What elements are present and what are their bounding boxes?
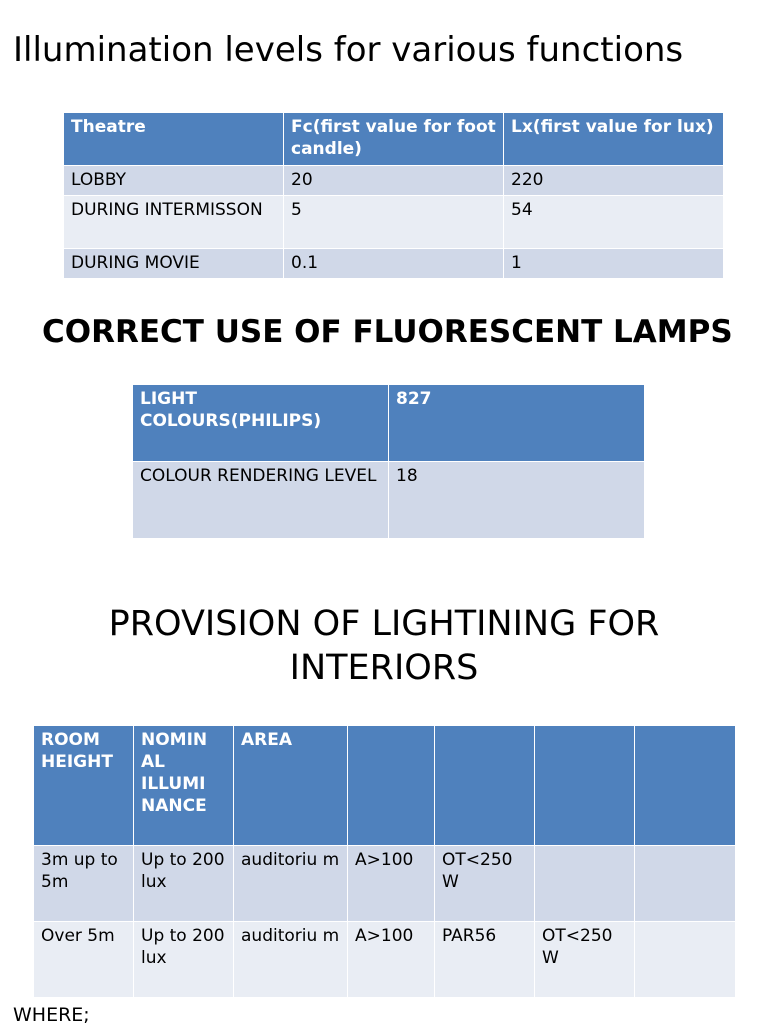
table-row	[34, 922, 736, 998]
header-cell	[635, 726, 736, 846]
where-text: WHERE;	[13, 1004, 90, 1026]
table-cell	[535, 846, 635, 922]
header-cell	[435, 726, 535, 846]
table-cell: 54	[504, 196, 724, 249]
table-cell: PAR56	[435, 922, 535, 998]
header-cell: Theatre	[64, 113, 284, 166]
table-row	[34, 846, 736, 922]
header-cell	[348, 726, 435, 846]
table-cell: 5	[284, 196, 504, 249]
table-cell: Up to 200 lux	[134, 922, 234, 998]
table-row	[64, 196, 724, 249]
light-colour-table	[132, 384, 645, 539]
table-cell: auditoriu m	[234, 846, 348, 922]
table-cell: Up to 200 lux	[134, 846, 234, 922]
table-row	[64, 166, 724, 196]
table-row	[64, 249, 724, 279]
table-cell: 0.1	[284, 249, 504, 279]
provision-title-line: PROVISION OF LIGHTINING FOR	[108, 604, 660, 644]
table-cell: OT<250 W	[435, 846, 535, 922]
header-cell: NOMIN AL ILLUMI NANCE	[134, 726, 234, 846]
fluorescent-title: CORRECT USE OF FLUORESCENT LAMPS	[42, 314, 733, 350]
table-cell: 18	[389, 462, 645, 539]
header-cell: AREA	[234, 726, 348, 846]
table-cell: DURING INTERMISSON	[64, 196, 284, 249]
table-cell: Over 5m	[34, 922, 134, 998]
provision-title	[0, 602, 768, 690]
table-cell: 220	[504, 166, 724, 196]
table-cell: A>100	[348, 922, 435, 998]
table-cell: 3m up to 5m	[34, 846, 134, 922]
provision-table	[33, 725, 736, 998]
header-cell: ROOM HEIGHT	[34, 726, 134, 846]
table-cell: OT<250 W	[535, 922, 635, 998]
header-cell: 827	[389, 385, 645, 462]
table-cell: LOBBY	[64, 166, 284, 196]
table-header-row	[64, 113, 724, 166]
illumination-table	[63, 112, 724, 279]
table-cell: 20	[284, 166, 504, 196]
illumination-title: Illumination levels for various functions	[13, 30, 684, 70]
table-cell	[635, 846, 736, 922]
header-cell: LIGHT COLOURS(PHILIPS)	[133, 385, 389, 462]
table-cell	[635, 922, 736, 998]
table-cell: 1	[504, 249, 724, 279]
header-cell: Lx(first value for lux)	[504, 113, 724, 166]
header-cell	[535, 726, 635, 846]
table-cell: auditoriu m	[234, 922, 348, 998]
table-header-row	[133, 385, 645, 462]
table-cell: A>100	[348, 846, 435, 922]
provision-title-line: INTERIORS	[289, 648, 479, 688]
table-cell: COLOUR RENDERING LEVEL	[133, 462, 389, 539]
table-row	[133, 462, 645, 539]
table-header-row	[34, 726, 736, 846]
header-cell: Fc(first value for foot candle)	[284, 113, 504, 166]
table-cell: DURING MOVIE	[64, 249, 284, 279]
